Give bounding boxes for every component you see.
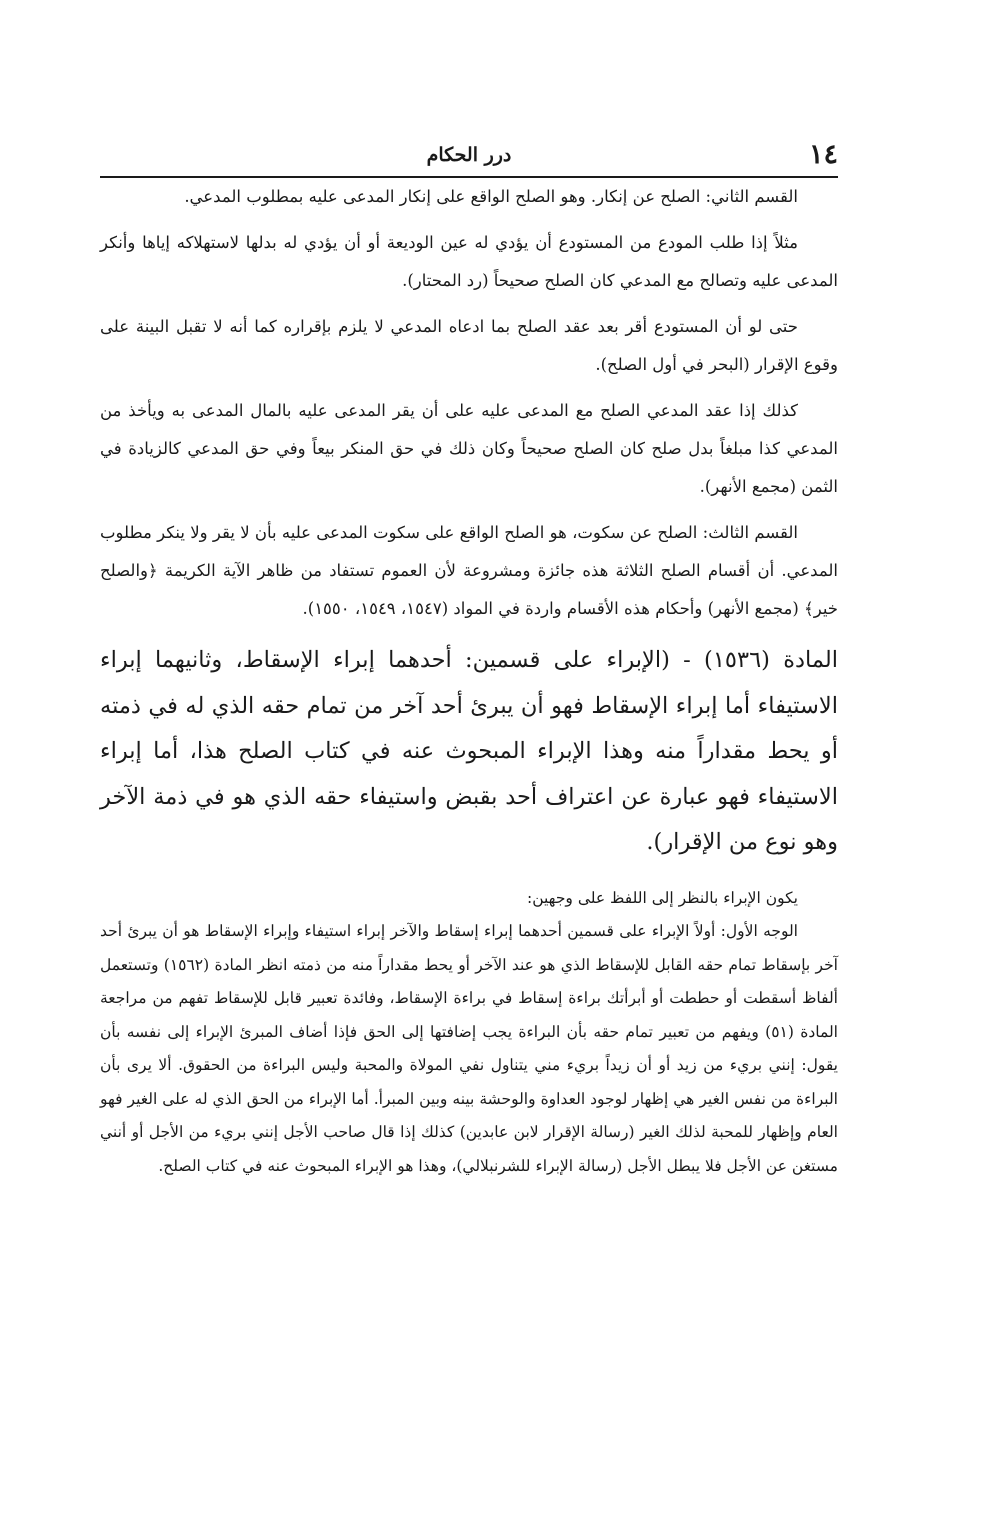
page-number: ١٤ [808, 139, 838, 170]
commentary-intro: يكون الإبراء بالنظر إلى اللفظ على وجهين: [526, 888, 798, 907]
book-title: درر الحكام [426, 144, 512, 166]
document-page [100, 138, 838, 1183]
paragraph-settlement-admission: كذلك إذا عقد المدعي الصلح مع المدعى عليه على أن يقر المدعى عليه بالمال المدعى به ويأخذ من المدعي كذا مبلغاً بدل صلح كان الصلح صحيحاً وكان ذلك في حق المنكر بيعاً وفي حق المدعي كالزيادة في الثمن (مجمع الأنهر). [100, 401, 838, 496]
paragraph-second-section: القسم الثاني: الصلح عن إنكار. وهو الصلح الواقع على إنكار المدعى عليه بمطلوب المدعي. [184, 187, 798, 206]
commentary-first-aspect: الوجه الأول: أولاً الإبراء على قسمين أحدهما إبراء إسقاط والآخر إبراء استيفاء وإبراء الإسقاط هو أن يبرئ أحد آخر بإسقاط تمام حقه القابل للإسقاط الذي هو عند الآخر أو يحط مقداراً منه من ذمته انظر المادة (١٥٦٢) وتستعمل ألفاظ أسقطت أو حططت أو أبرأتك براءة إسقاط في براءة الإسقاط، وفائدة تعبير قابل للإسقاط تفهم من مراجعة المادة (٥١) ويفهم من تعبير تمام حقه بأن البراءة يجب إضافتها إلى الحق فإذا أضاف المبرئ الإبراء إلى نفسه بأن يقول: إنني بريء من زيد أو أن زيداً بريء مني يتناول نفي المولاة والمحبة وليس البراءة من الحقوق. ألا يرى بأن البراءة من نفس الغير هي إظهار لوجود العداوة والوحشة بينه وبين المبرأ. أما الإبراء من الحق الذي له على الغير فهو العام وإظهار للمحبة لذلك الغير (رسالة الإقرار لابن عابدين) كذلك إذا قال صاحب الأجل إنني بريء من الأجل أو أنني مستغن عن الأجل فلا يبطل الأجل (رسالة الإبراء للشرنبلالي)، وهذا هو الإبراء المبحوث عنه في كتاب الصلح. [100, 922, 838, 1175]
paragraph-deposit-example: مثلاً إذا طلب المودع من المستودع أن يؤدي له عين الوديعة أو أن يؤدي له بدلها لاستهلاكه إياها وأنكر المدعى عليه وتصالح مع المدعي كان الصلح صحيحاً (رد المحتار). [100, 233, 838, 290]
article-1536: المادة (١٥٣٦) - (الإبراء على قسمين: أحدهما إبراء الإسقاط، وثانيهما إبراء الاستيفاء أما إبراء الإسقاط فهو أن يبرئ أحد آخر من تمام حقه الذي له في ذمته أو يحط مقداراً منه وهذا الإبراء المبحوث عنه في كتاب الصلح هذا، أما إبراء الاستيفاء فهو عبارة عن اعتراف أحد بقبض واستيفاء حقه الذي هو في ذمة الآخر وهو نوع من الإقرار). [100, 647, 838, 855]
paragraph-third-section: القسم الثالث: الصلح عن سكوت، هو الصلح الواقع على سكوت المدعى عليه بأن لا يقر ولا ينكر مطلوب المدعي. أن أقسام الصلح الثلاثة هذه جائزة ومشروعة لأن العموم تستفاد من ظاهر الآية الكريمة ﴿والصلح خير﴾ (مجمع الأنهر) وأحكام هذه الأقسام واردة في المواد (١٥٤٧، ١٥٤٩، ١٥٥٠). [100, 523, 838, 618]
paragraph-depositary-admission: حتى لو أن المستودع أقر بعد عقد الصلح بما ادعاه المدعي لا يلزم بإقراره كما أنه لا تقبل البينة على وقوع الإقرار (البحر في أول الصلح). [100, 317, 838, 374]
running-header [100, 138, 838, 176]
